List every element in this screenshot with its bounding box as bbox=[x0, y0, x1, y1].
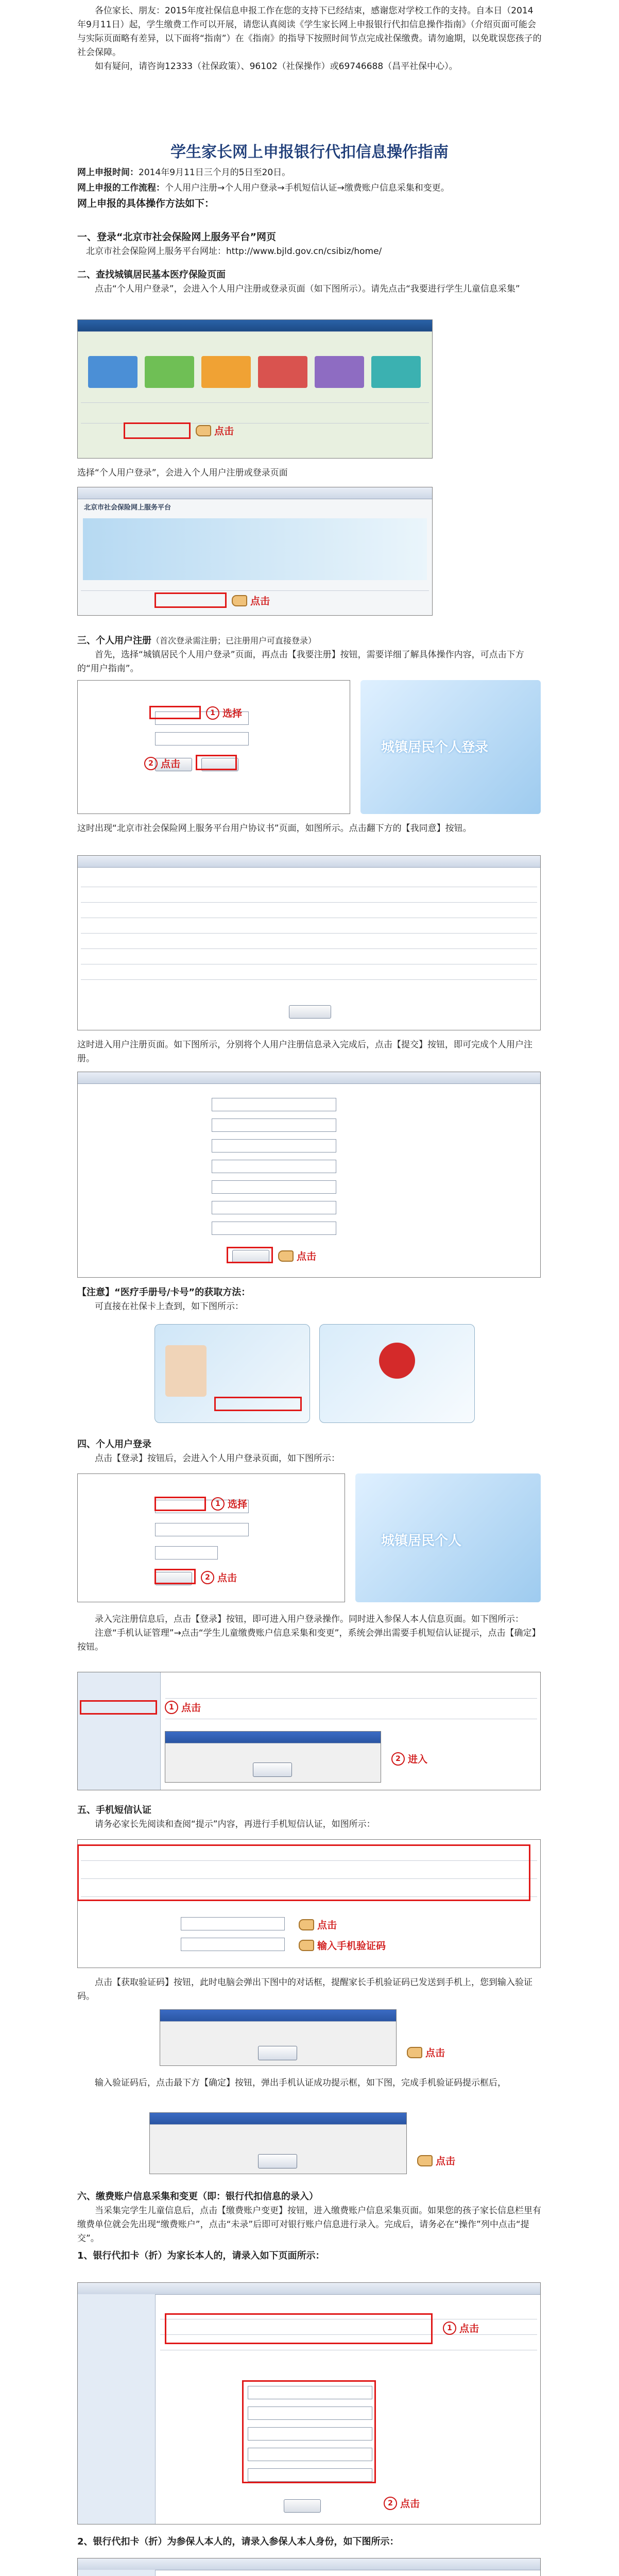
section-4-after bbox=[77, 1613, 542, 1654]
highlight-box bbox=[149, 706, 201, 719]
card-photo bbox=[165, 1345, 207, 1397]
hand-pointer-icon bbox=[232, 595, 247, 606]
form-field bbox=[212, 1118, 336, 1132]
section-4-note: 注意“手机认证管理”→点击“学生儿童缴费账户信息采集和变更”，系统会弹出需要手机短信认证提示，点击【确定】按钮。 bbox=[77, 1628, 541, 1652]
form-field bbox=[212, 1180, 336, 1194]
banner-text: 城镇居民个人 bbox=[381, 1533, 462, 1549]
dialog-titlebar bbox=[160, 2010, 396, 2022]
callout-input-code: 输入手机验证码 bbox=[299, 1938, 386, 1952]
section-3b bbox=[77, 1038, 542, 1066]
submit-button bbox=[284, 2499, 321, 2513]
ie-dialog-screenshot bbox=[165, 1731, 381, 1783]
highlight-box bbox=[165, 2313, 433, 2344]
callout-select: 1 选择 bbox=[206, 706, 242, 720]
intro-paragraph: 各位家长、朋友：2015年度社保信息申报工作在您的支持下已经结束，感谢您对学校工作的支持。自本日（2014年9月11日）起，学生缴费工作可以开展，请您认真阅读《学生家长网上申报银行代扣信息操作指南》（介绍页面可能会与实际页面略有差异，以下面将“指南”）在《指南》的指导下按照时间节点完成社保缴费。请勿逾期，以免耽误您孩子的社会保障。 bbox=[77, 6, 542, 58]
section-3c-note: 【注意】“医疗手册号/卡号”的获取方法： bbox=[77, 1287, 251, 1298]
step-number-icon: 1 bbox=[443, 2321, 456, 2335]
section-5-after-text: 点击【获取验证码】按钮，此时电脑会弹出下图中的对话框，提醒家长手机验证码已发送到手机上，您到输入验证码。 bbox=[77, 1977, 532, 2002]
object-label: 网上申报的工作流程： bbox=[77, 183, 165, 193]
callout-select: 1 选择 bbox=[211, 1497, 247, 1511]
section-1 bbox=[77, 229, 542, 259]
portal-tile bbox=[258, 356, 307, 388]
section-4 bbox=[77, 1437, 542, 1466]
hand-pointer-icon bbox=[278, 1250, 294, 1262]
section-4-text: 点击【登录】按钮后，会进入个人用户登录页面，如下图所示： bbox=[95, 1453, 340, 1464]
step-number-icon: 2 bbox=[391, 1752, 405, 1766]
section-6-step2-block bbox=[77, 2535, 542, 2549]
object-value: 个人用户注册→个人用户登录→手机短信认证→缴费账户信息采集和变更。 bbox=[165, 183, 450, 193]
browser-bar bbox=[78, 2283, 540, 2295]
citizen-login-banner bbox=[360, 680, 541, 814]
left-menu bbox=[78, 1672, 161, 1790]
section-2 bbox=[77, 268, 542, 296]
step-number-icon: 2 bbox=[201, 1571, 214, 1584]
highlight-box bbox=[154, 1497, 206, 1511]
section-3-heading-note: （首次登录需注册；已注册用户可直接登录） bbox=[151, 636, 317, 646]
form-field bbox=[212, 1222, 336, 1235]
hand-pointer-icon bbox=[196, 425, 211, 436]
highlight-box bbox=[227, 1247, 273, 1263]
section-label: 网上申报的具体操作方法如下： bbox=[77, 198, 215, 209]
callout-click: 1 点击 bbox=[443, 2321, 479, 2335]
section-1-heading: 一、登录“北京市社会保险网上服务平台”网页 bbox=[77, 231, 276, 243]
social-card-front bbox=[154, 1324, 310, 1423]
section-2-heading: 二、查找城镇居民基本医疗保险页面 bbox=[77, 269, 226, 280]
portal-tile bbox=[371, 356, 421, 388]
portal-tile bbox=[145, 356, 194, 388]
phone-field bbox=[181, 1917, 285, 1930]
citizen-login-banner bbox=[355, 1473, 541, 1602]
meta-block bbox=[77, 165, 542, 211]
text-line bbox=[81, 979, 537, 980]
callout-click: 2 点击 bbox=[144, 756, 180, 770]
callout-click: 点击 bbox=[232, 594, 270, 607]
login-banner bbox=[83, 518, 427, 580]
highlight-box bbox=[80, 1700, 157, 1715]
callout-click: 点击 bbox=[299, 1918, 337, 1931]
intro-contact: 如有疑问，请咨询12333（社保政策）、96102（社保操作）或69746688（昌平社保中心）。 bbox=[95, 61, 458, 72]
account-self-screenshot bbox=[77, 2558, 541, 2576]
login-page-title: 北京市社会保险网上服务平台 bbox=[84, 504, 171, 512]
text-line bbox=[81, 948, 537, 949]
hand-pointer-icon bbox=[417, 2155, 433, 2166]
section-5-after bbox=[77, 1976, 542, 2004]
section-3b-text: 这时进入用户注册页面。如下图所示，分别将个人用户注册信息录入完成后，点击【提交】按钮，即可完成个人用户注册。 bbox=[77, 1040, 532, 1064]
section-6-text: 当采集完学生儿童信息后，点击【缴费账户变更】按钮，进入缴费账户信息采集页面。如果您的孩子家长信息栏里有缴费单位就会先出现“缴费账户”，点击“未录”后即可对银行账户信息进行录入。完成后，请务必在“操作”列中点击“提交”。 bbox=[77, 2206, 541, 2244]
callout-click: 点击 bbox=[407, 2045, 445, 2059]
banner-text: 城镇居民个人登录 bbox=[381, 740, 489, 755]
section-3-after-text: 这时出现“北京市社会保险网上服务平台用户协议书”页面，如图所示。点击翻下方的【我同意】按钮。 bbox=[77, 823, 472, 834]
section-5-heading: 五、手机短信认证 bbox=[77, 1805, 151, 1816]
form-field bbox=[212, 1201, 336, 1214]
password-field bbox=[155, 732, 249, 745]
step-number-icon: 1 bbox=[165, 1701, 178, 1714]
section-6 bbox=[77, 2190, 542, 2263]
code-field bbox=[181, 1938, 285, 1951]
register-choose-screenshot bbox=[77, 680, 350, 814]
divider bbox=[81, 590, 429, 591]
callout-click: 2 点击 bbox=[201, 1570, 237, 1584]
password-field bbox=[155, 1523, 249, 1536]
section-3-after bbox=[77, 822, 542, 836]
hand-pointer-icon bbox=[299, 1919, 314, 1930]
dialog-titlebar bbox=[165, 1732, 381, 1743]
highlight-box bbox=[196, 755, 237, 770]
hand-pointer-icon bbox=[299, 1940, 314, 1951]
step-number-icon: 2 bbox=[144, 757, 158, 770]
section-1-url: 北京市社会保险网上服务平台网址：http://www.bjld.gov.cn/csibiz/home/ bbox=[86, 246, 382, 257]
register-form-screenshot bbox=[77, 1072, 541, 1278]
dialog-ok-button bbox=[253, 1762, 292, 1777]
section-4-heading: 四、个人用户登录 bbox=[77, 1439, 151, 1450]
section-4-after-text: 录入完注册信息后，点击【登录】按钮，即可进入用户登录操作。同时进入参保人本人信息页面。如下图所示： bbox=[95, 1614, 524, 1624]
time-value: 2014年9月11日三个月的5日至20日。 bbox=[139, 167, 291, 178]
callout-click: 点击 bbox=[278, 1249, 316, 1263]
dialog-titlebar bbox=[150, 2113, 406, 2125]
section-6-heading: 六、缴费账户信息采集和变更（即：银行代扣信息的录入） bbox=[77, 2191, 318, 2202]
agree-button bbox=[289, 1005, 331, 1019]
browser-bar bbox=[78, 856, 540, 868]
section-5-after2-text: 输入验证码后，点击最下方【确定】按钮，弹出手机认证成功提示框，如下图，完成手机验证码提示框后， bbox=[95, 2078, 506, 2088]
page-title: 学生家长网上申报银行代扣信息操作指南 bbox=[170, 143, 449, 161]
text-line bbox=[81, 933, 537, 934]
intro-block bbox=[77, 4, 542, 74]
code-sent-dialog bbox=[160, 2009, 397, 2066]
highlight-box bbox=[214, 1397, 302, 1411]
portal-banner bbox=[78, 320, 432, 332]
dialog-ok-button bbox=[258, 2154, 297, 2168]
agreement-screenshot bbox=[77, 855, 541, 1030]
section-3-text: 首先，选择“城镇居民个人用户登录”页面，再点击【我要注册】按钮，需要详细了解具体操作内容，可点击下方的“用户指南”。 bbox=[77, 650, 524, 674]
callout-click: 1 点击 bbox=[165, 1700, 201, 1714]
highlight-box bbox=[77, 1844, 530, 1901]
left-menu bbox=[78, 2294, 156, 2524]
section-2-after-text: 选择“个人用户登录”，会进入个人用户注册或登录页面 bbox=[77, 468, 288, 478]
highlight-box bbox=[154, 592, 227, 608]
callout-enter: 2 进入 bbox=[391, 1752, 427, 1766]
section-2-text: 点击“个人用户登录”，会进入个人用户注册或登录页面（如下图所示）。请先点击“我要进行学生儿童信息采集” bbox=[95, 284, 520, 294]
emblem-icon bbox=[379, 1343, 415, 1379]
section-5 bbox=[77, 1803, 542, 1832]
portal-tile bbox=[88, 356, 137, 388]
section-3 bbox=[77, 634, 542, 676]
section-2-after bbox=[77, 466, 542, 480]
portal-tile bbox=[315, 356, 364, 388]
section-6-step2: 2、银行代扣卡（折）为参保人本人的，请录入参保人本人身份，如下图所示： bbox=[77, 2536, 399, 2547]
step-number-icon: 1 bbox=[211, 1497, 225, 1511]
step-number-icon: 1 bbox=[206, 706, 219, 720]
callout-click: 2 点击 bbox=[384, 2496, 420, 2510]
form-field bbox=[212, 1098, 336, 1111]
section-3-heading: 三、个人用户注册 bbox=[77, 635, 151, 646]
captcha-field bbox=[155, 1546, 218, 1560]
browser-bar bbox=[78, 2558, 540, 2570]
form-field bbox=[212, 1139, 336, 1153]
highlight-box bbox=[124, 422, 191, 439]
highlight-box bbox=[154, 1569, 196, 1584]
section-3c bbox=[77, 1285, 542, 1314]
divider bbox=[81, 402, 429, 403]
text-line bbox=[165, 1698, 537, 1699]
callout-click: 点击 bbox=[196, 423, 234, 437]
section-5-text: 请务必家长先阅读和查阅“提示”内容，再进行手机短信认证，如图所示： bbox=[95, 1819, 375, 1829]
left-menu bbox=[78, 2570, 156, 2576]
section-3c-sub: 可直接在社保卡上查到，如下图所示： bbox=[95, 1301, 244, 1312]
step-number-icon: 2 bbox=[384, 2497, 397, 2510]
portal-tile bbox=[201, 356, 251, 388]
section-6-step1: 1、银行代扣卡（折）为家长本人的，请录入如下页面所示： bbox=[77, 2250, 325, 2261]
time-label: 网上申报时间： bbox=[77, 167, 139, 178]
highlight-box bbox=[242, 2380, 376, 2483]
browser-bar bbox=[78, 487, 432, 499]
section-5-after2 bbox=[77, 2076, 542, 2090]
verify-success-dialog bbox=[149, 2112, 407, 2174]
browser-bar bbox=[78, 1072, 540, 1084]
hand-pointer-icon bbox=[407, 2047, 422, 2058]
dialog-ok-button bbox=[258, 2046, 297, 2060]
form-field bbox=[212, 1160, 336, 1173]
text-line bbox=[81, 902, 537, 903]
social-card-back bbox=[319, 1324, 475, 1423]
callout-click: 点击 bbox=[417, 2154, 455, 2167]
